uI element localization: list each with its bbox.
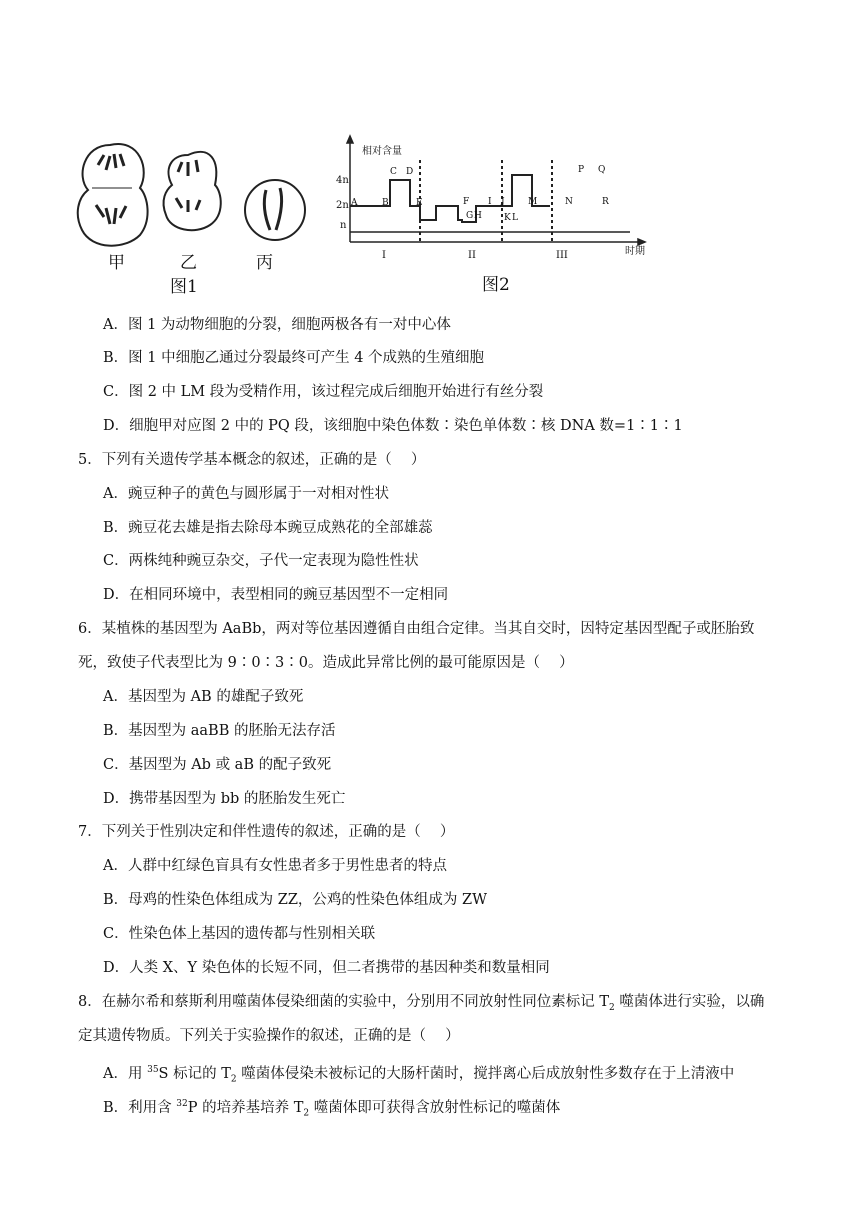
q6-option-c: C．基因型为 Ab 或 aB 的配子致死 bbox=[103, 757, 332, 773]
ytick-2n: 2n bbox=[336, 200, 349, 211]
q5-option-d: D．在相同环境中，表型相同的豌豆基因型不一定相同 bbox=[103, 587, 449, 603]
stage-label-2: II bbox=[468, 250, 476, 261]
q6-stem-line1: 6．某植株的基因型为 AaBb，两对等位基因遵循自由组合定律。当其自交时，因特定基因型配子或胚胎致 bbox=[78, 621, 755, 637]
q4-option-d: D．细胞甲对应图 2 中的 PQ 段，该细胞中染色体数∶染色单体数∶核 DNA 数=1∶1∶1 bbox=[103, 418, 683, 434]
q8-stem-line2: 定其遗传物质。下列关于实验操作的叙述，正确的是（ ） bbox=[78, 1028, 460, 1044]
q6-option-a: A．基因型为 AB 的雄配子致死 bbox=[103, 689, 304, 705]
figure-1-caption: 图1 bbox=[170, 277, 198, 297]
cell-yi bbox=[164, 152, 221, 230]
q7-option-a: A．人群中红绿色盲具有女性患者多于男性患者的特点 bbox=[103, 858, 447, 874]
q5-option-c: C．两株纯种豌豆杂交，子代一定表现为隐性性状 bbox=[103, 553, 419, 569]
q5-option-b: B．豌豆花去雄是指去除母本豌豆成熟花的全部雄蕊 bbox=[103, 520, 433, 536]
q4-option-c: C．图 2 中 LM 段为受精作用，该过程完成后细胞开始进行有丝分裂 bbox=[103, 384, 544, 400]
q8-stem-line1: 8．在赫尔希和蔡斯利用噬菌体侵染细菌的实验中，分别用不同放射性同位素标记 $T_2$ 噬菌体进行实验，以确 bbox=[78, 994, 765, 1013]
q7-option-d: D．人类 X、Y 染色体的长短不同，但二者携带的基因种类和数量相同 bbox=[103, 960, 550, 976]
content-curve bbox=[350, 175, 550, 222]
cell-label-bing: 丙 bbox=[256, 253, 273, 273]
q6-option-d: D．携带基因型为 bb 的胚胎发生死亡 bbox=[103, 791, 346, 807]
q8-option-b: B．利用含 $^{32}$P 的培养基培养 $T_2$ 噬菌体即可获得含放射性标记的噬菌体 bbox=[103, 1099, 561, 1119]
ytick-n: n bbox=[340, 220, 347, 231]
stage-label-3: III bbox=[556, 250, 568, 261]
figure-2-xlabel: 时期 bbox=[625, 246, 645, 257]
figure-2-ylabel: 相对含量 bbox=[362, 146, 402, 157]
cell-bing bbox=[245, 180, 305, 240]
q5-option-a: A．豌豆种子的黄色与圆形属于一对相对性状 bbox=[103, 486, 389, 502]
q4-option-a: A．图 1 为动物细胞的分裂，细胞两极各有一对中心体 bbox=[103, 317, 451, 333]
cell-jia bbox=[78, 144, 148, 246]
q7-option-b: B．母鸡的性染色体组成为 ZZ，公鸡的性染色体组成为 ZW bbox=[103, 892, 488, 908]
q5-stem: 5．下列有关遗传学基本概念的叙述，正确的是（ ） bbox=[78, 452, 426, 468]
q7-option-c: C．性染色体上基因的遗传都与性别相关联 bbox=[103, 926, 376, 942]
q4-option-b: B．图 1 中细胞乙通过分裂最终可产生 4 个成熟的生殖细胞 bbox=[103, 350, 485, 366]
cell-label-yi: 乙 bbox=[180, 253, 197, 273]
q6-option-b: B．基因型为 aaBB 的胚胎无法存活 bbox=[103, 723, 336, 739]
q6-stem-line2: 死，致使子代表型比为 9∶0∶3∶0。造成此异常比例的最可能原因是（ ） bbox=[78, 655, 574, 671]
figure-2-caption: 图2 bbox=[482, 275, 510, 295]
ytick-4n: 4n bbox=[336, 175, 349, 186]
cell-label-jia: 甲 bbox=[108, 253, 125, 273]
figure-area: 甲 乙 丙 图1 相对含量 4n 2n n 时期 I II III A B C D E F G H I J K L M N P Q R 图2 bbox=[70, 130, 670, 300]
stage-label-1: I bbox=[382, 250, 386, 261]
q7-stem: 7．下列关于性别决定和伴性遗传的叙述，正确的是（ ） bbox=[78, 824, 455, 840]
q8-option-a: A．用 $^{35}$S 标记的 $T_2$ 噬菌体侵染未被标记的大肠杆菌时，搅拌离心后成放射性多数存在于上清液中 bbox=[103, 1065, 735, 1085]
